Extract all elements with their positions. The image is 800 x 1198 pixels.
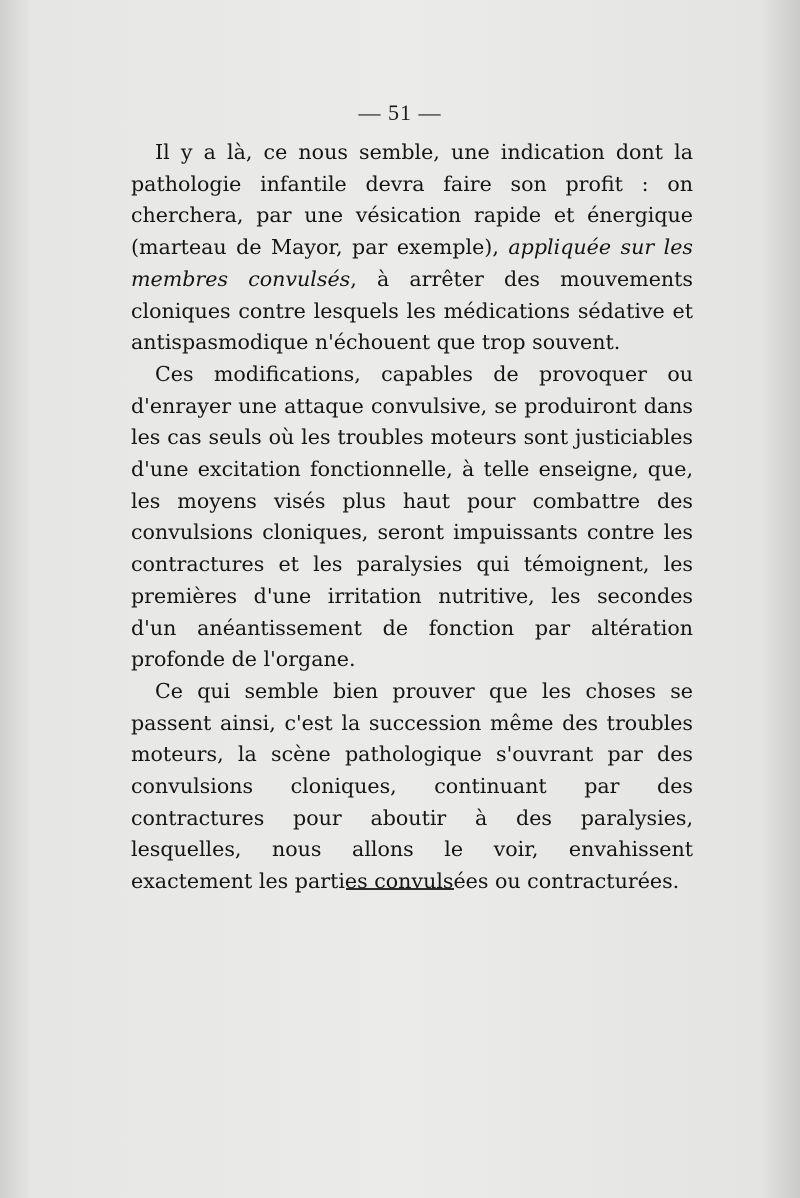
paragraph-2-text: Ces modifications, capables de provoquer ou d'enrayer une attaque convulsive, se produiront dans les cas seuls où les troubles moteurs sont justiciables d'une excitation fonctionnelle, à telle enseigne, que, les moyens visés plus haut pour combattre des convulsions cloniques, seront impuissants contre les contractures et les paralysies qui témoignent, les premières d'une irritation nutritive, les secondes d'un anéantissement de fonction par altération profonde de l'organe.	[131, 361, 693, 672]
end-rule	[346, 888, 454, 890]
paragraph-1-emphasis: appliquée sur les membres convulsés	[131, 235, 693, 291]
paragraph-1-text-start: Il y a là, ce nous semble, une indication dont la pathologie infantile devra faire son profit : on cherchera, par une vésication rapide et énergique (marteau de Mayor, par exemple),	[131, 140, 693, 260]
paragraph-3-text: Ce qui semble bien prouver que les choses se passent ainsi, c'est la succession même des troubles moteurs, la scène pathologique s'ouvrant par des convulsions cloniques, continuant par des contractures pour aboutir à des paralysies, lesquelles, nous allons le voir, envahissent exactement les parties convulsées ou contracturées.	[131, 678, 693, 894]
page-number: — 51 —	[358, 100, 442, 125]
paragraph-1-text-end: , à arrêter des mouvements cloniques contre lesquels les médications sédative et antispasmodique n'échouent que trop souvent.	[131, 266, 693, 355]
paragraph-3	[131, 676, 693, 898]
paragraph-2	[131, 359, 693, 676]
paragraph-1	[131, 137, 693, 359]
body-text	[131, 137, 693, 898]
